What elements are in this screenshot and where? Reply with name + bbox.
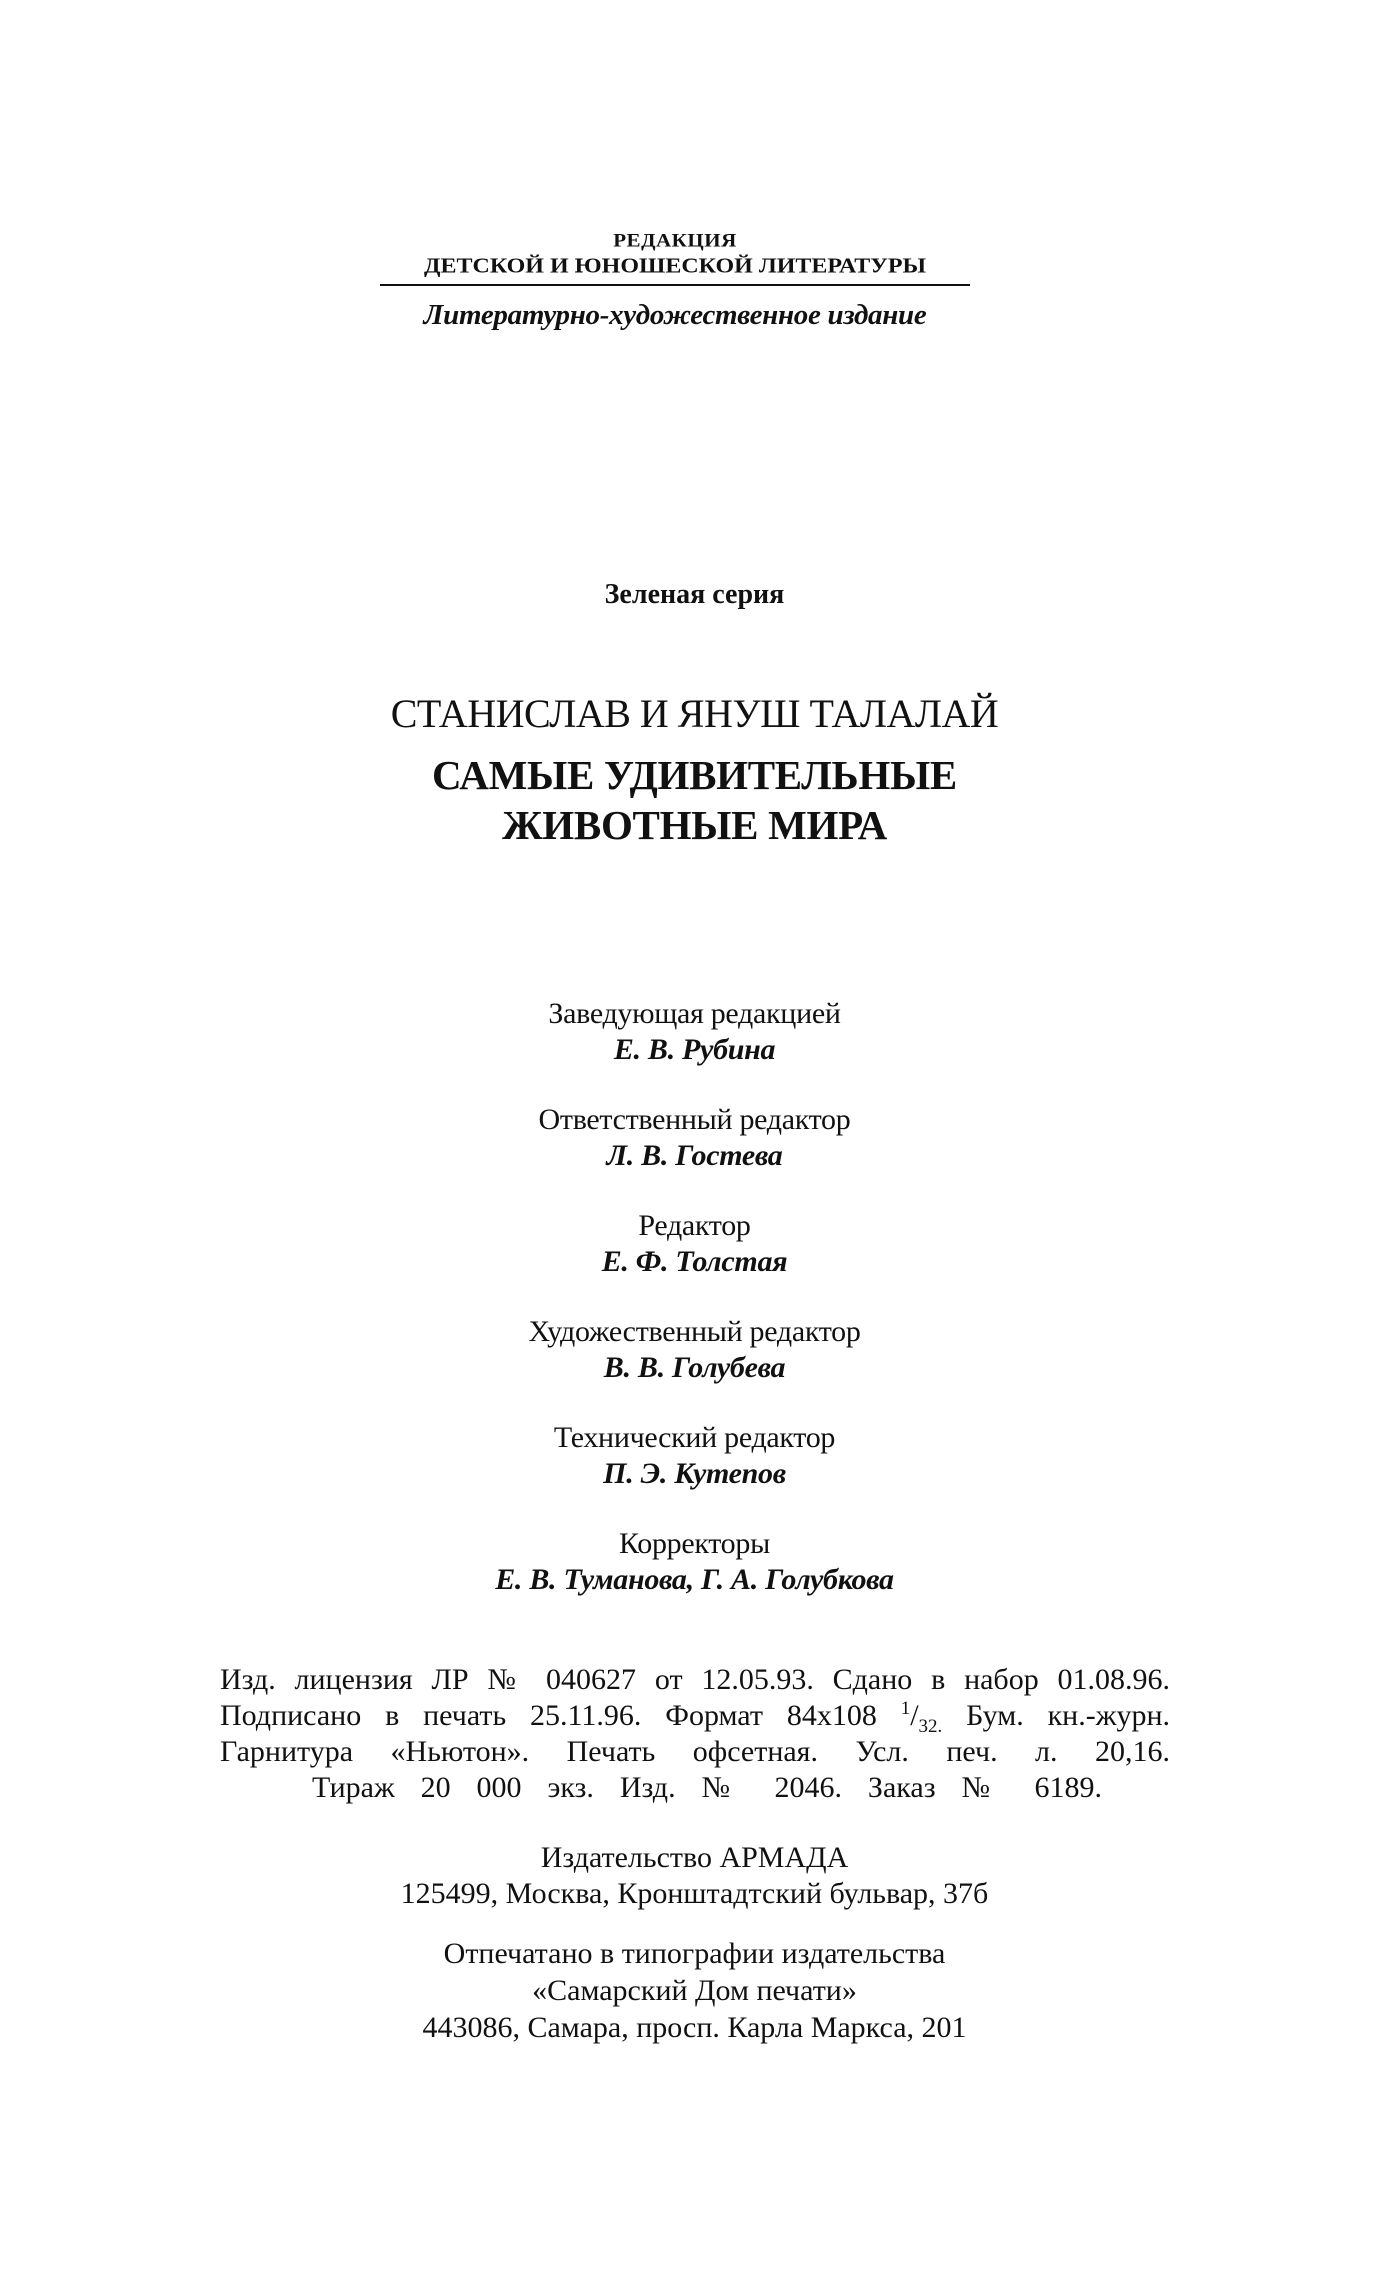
printer-block: [0, 1935, 1389, 2046]
credit-name: Е. В. Туманова, Г. А. Голубкова: [495, 1563, 894, 1596]
credit-role: Заведующая редакцией: [548, 997, 841, 1030]
series-name: Зеленая серия: [604, 579, 785, 610]
credit-role: Редактор: [638, 1209, 751, 1242]
editorial-office-label: РЕДАКЦИЯ: [613, 229, 737, 251]
publisher-address: 125499, Москва, Кронштадтский бульвар, 37б: [400, 1877, 989, 1910]
imprint-paper-text: Бум. кн.-журн.: [966, 1699, 1171, 1732]
credit-role: Художественный редактор: [528, 1315, 861, 1348]
format-fraction-numerator: 1: [900, 1698, 911, 1719]
printer-name: «Самарский Дом печати»: [532, 1974, 857, 2007]
credit-name: Е. В. Рубина: [613, 1033, 776, 1066]
book-title: [0, 750, 1389, 850]
authors: СТАНИСЛАВ И ЯНУШ ТАЛАЛАЙ: [390, 691, 999, 736]
credit-role: Технический редактор: [553, 1421, 836, 1454]
printer-address: 443086, Самара, просп. Карла Маркса, 201: [422, 2011, 967, 2044]
format-fraction-denominator: 32.: [918, 1716, 943, 1737]
printer-line-1: Отпечатано в типографии издательства: [443, 1937, 946, 1970]
credit-name: Е. Ф. Толстая: [601, 1245, 788, 1278]
publication-type: Литературно-художественное издание: [423, 299, 927, 331]
editorial-office-name: ДЕТСКОЙ И ЮНОШЕСКОЙ ЛИТЕРАТУРЫ: [423, 254, 927, 278]
book-title-line-1: САМЫЕ УДИВИТЕЛЬНЫЕ: [432, 752, 957, 798]
imprint-line-typeface: Гарнитура «Ньютон». Печать офсетная. Усл. печ. л. 20,16.: [220, 1735, 1170, 1768]
credit-name: П. Э. Кутепов: [603, 1457, 786, 1490]
credit-role: Корректоры: [619, 1527, 770, 1560]
imprint-line-license: Изд. лицензия ЛР № 040627 от 12.05.93. Сдано в набор 01.08.96.: [220, 1663, 1170, 1696]
imprint-block: [220, 1662, 1170, 1806]
imprint-format-text: Подписано в печать 25.11.96. Формат 84х108: [220, 1699, 877, 1732]
publisher-name: Издательство АРМАДА: [540, 1841, 849, 1874]
book-title-line-2: ЖИВОТНЫЕ МИРА: [502, 802, 887, 848]
credit-role: Ответственный редактор: [538, 1103, 851, 1136]
header-divider: [380, 284, 970, 286]
publisher-block: [0, 1840, 1389, 1912]
imprint-line-format: Подписано в печать 25.11.96. Формат 84х108 $^1/_{32.}$ Бум. кн.-журн.: [220, 1698, 1171, 1737]
imprint-line-print-run: Тираж 20 000 экз. Изд. № 2046. Заказ № 6189.: [312, 1771, 1102, 1804]
editorial-header: [380, 228, 970, 332]
credit-name: Л. В. Гостева: [606, 1139, 783, 1172]
credits-list: [0, 996, 1389, 1598]
credit-name: В. В. Голубева: [603, 1351, 786, 1384]
